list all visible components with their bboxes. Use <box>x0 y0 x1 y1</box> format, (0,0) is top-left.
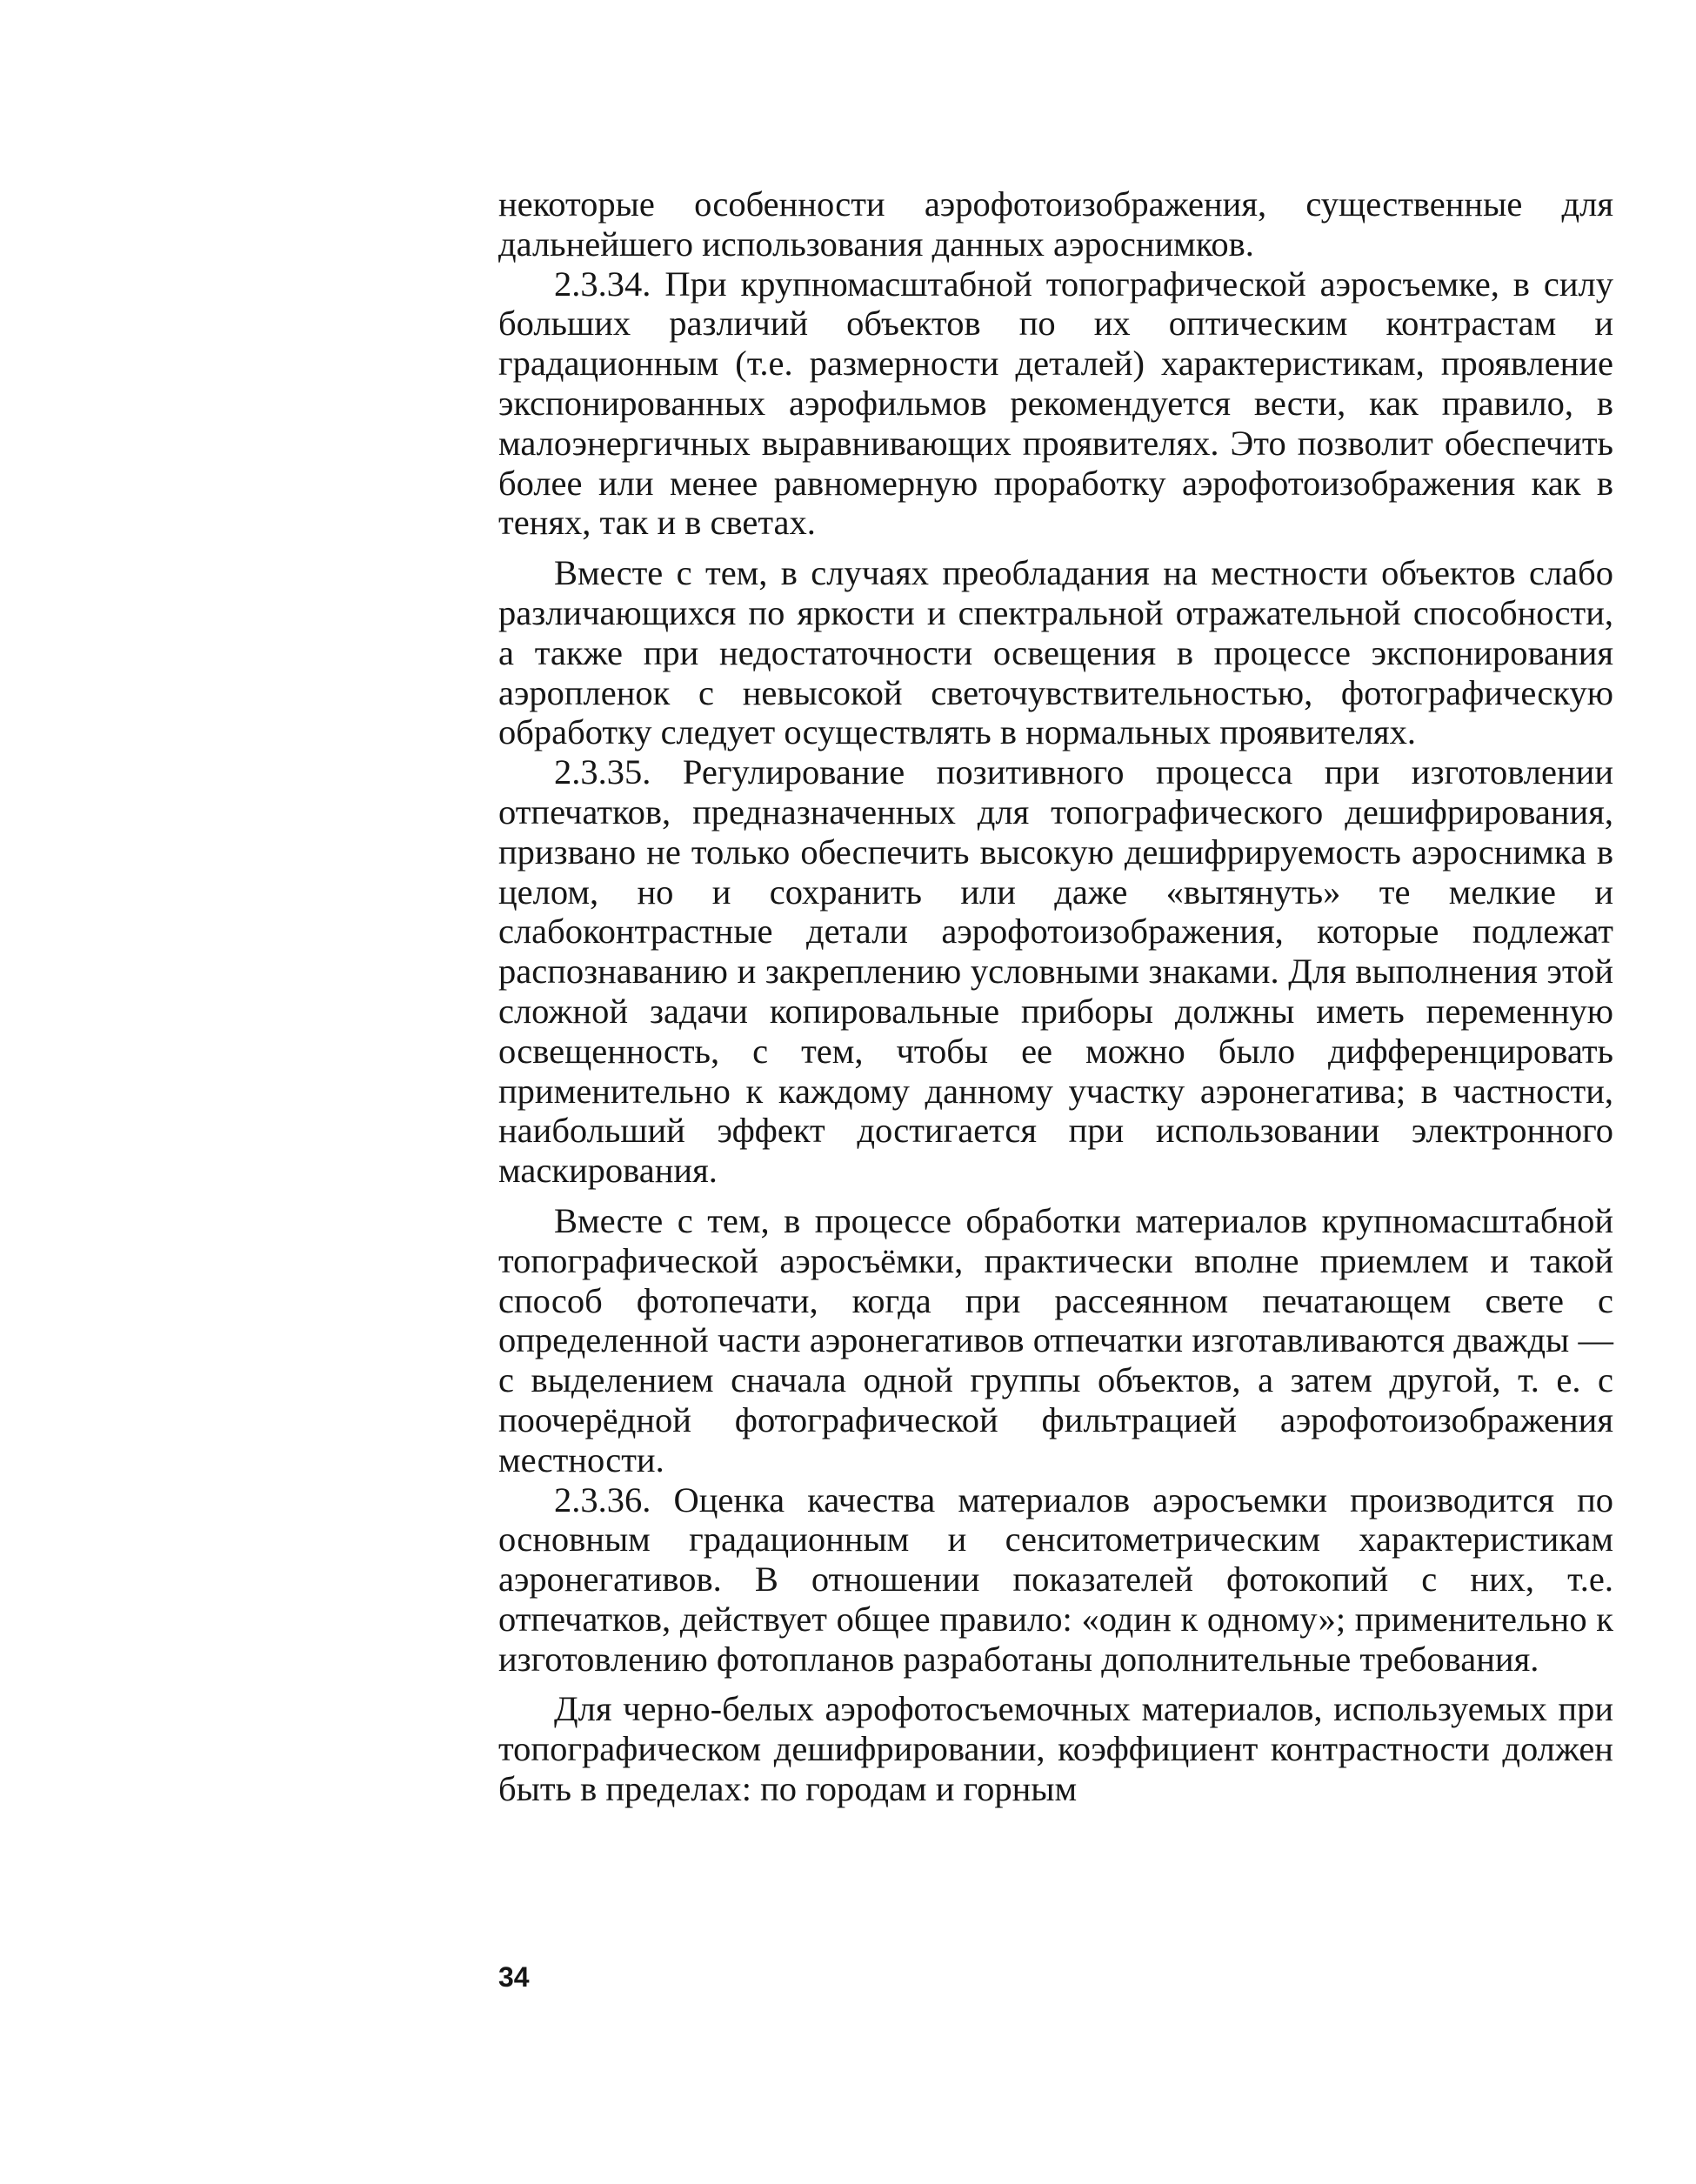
paragraph-2-3-36: 2.3.36. Оценка качества материалов аэросъемки производится по основным градационным и сенситометрическим характеристикам аэронегативов. В отношении показателей фотокопий с них, т.е. отпечатков, действует общее правило: «один к одному»; применительно к изготовлению фотопланов разработаны дополнительные требования. <box>498 1479 1613 1679</box>
paragraph-2-3-34: 2.3.34. При крупномасштабной топографической аэросъемке, в силу больших различий объектов по их оптическим контрастам и градационным (т.е. размерности деталей) характеристикам, проявление экспонированных аэрофильмов рекомендуется вести, как правило, в малоэнергичных выравнивающих проявителях. Это позволит обеспечить более или менее равномерную проработку аэрофотоизображения как в тенях, так и в светах. <box>498 264 1613 543</box>
paragraph-2-3-35: 2.3.35. Регулирование позитивного процесса при изготовлении отпечатков, предназначенных для топографического дешифрирования, призвано не только обеспечить высокую дешифрируемость аэроснимка в целом, но и сохранить или даже «вытянуть» те мелкие и слабоконтрастные детали аэрофотоизображения, которые подлежат распознаванию и закреплению условными знаками. Для выполнения этой сложной задачи копировальные приборы должны иметь переменную освещенность, с тем, чтобы ее можно было дифференцировать применительно к каждому данному участку аэронегатива; в частности, наибольший эффект достигается при использовании электронного маскирования. <box>498 752 1613 1191</box>
paragraph-contrast-requirements: Для черно-белых аэрофотосъемочных материалов, используемых при топографическом дешифрировании, коэффициент контрастности должен быть в пределах: по городам и горным <box>498 1689 1613 1809</box>
paragraph-continuation: некоторые особенности аэрофотоизображения, существенные для дальнейшего использования данных аэроснимков. <box>498 184 1613 264</box>
body-text <box>498 184 1613 1809</box>
paragraph-processing-note: Вместе с тем, в случаях преобладания на местности объектов слабо различающихся по яркости и спектральной отражательной способности, а также при недостаточности освещения в процессе экспонирования аэропленок с невысокой светочувствительностью, фотографическую обработку следует осуществлять в нормальных проявителях. <box>498 553 1613 752</box>
paragraph-printing-method: Вместе с тем, в процессе обработки материалов крупномасштабной топографической аэросъёмки, практически вполне приемлем и такой способ фотопечати, когда при рассеянном печатающем свете с определенной части аэронегативов отпечатки изготавливаются дважды — с выделением сначала одной группы объектов, а затем другой, т. е. с поочерёдной фотографической фильтрацией аэрофотоизображения местности. <box>498 1200 1613 1479</box>
page-number: 34 <box>498 1961 530 1993</box>
